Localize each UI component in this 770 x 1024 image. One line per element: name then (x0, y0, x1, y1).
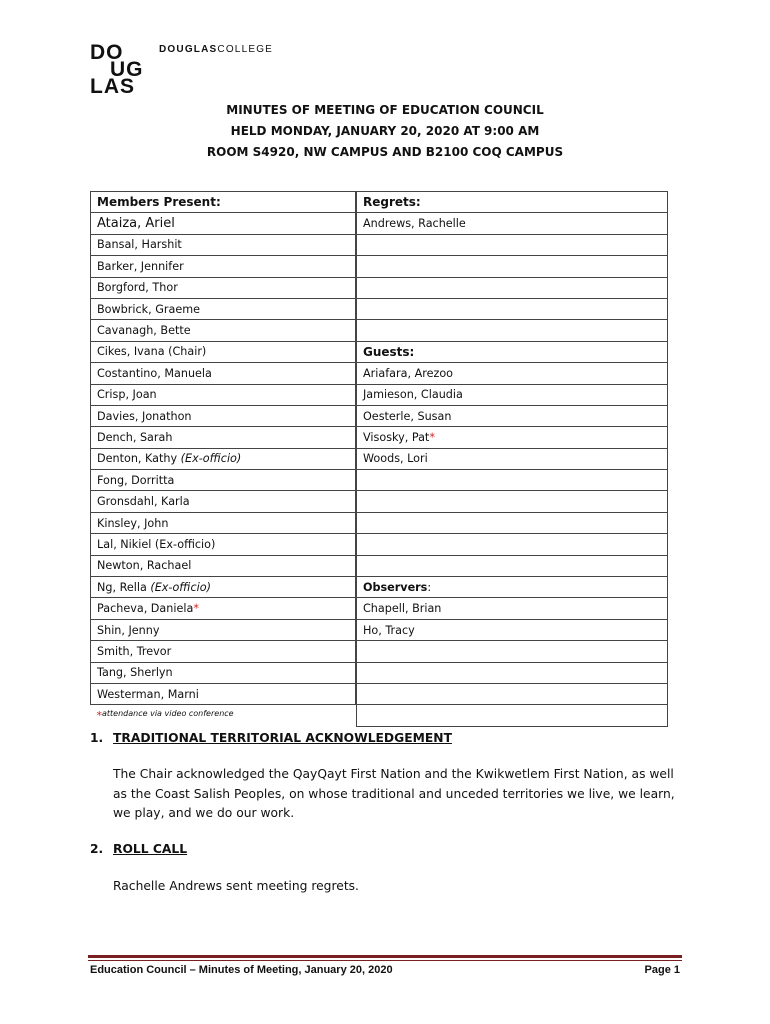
empty-cell (357, 470, 668, 491)
logo-line-2: UG (110, 58, 144, 81)
wordmark-light: COLLEGE (217, 44, 274, 55)
empty-cell (357, 662, 668, 683)
guest-name: Jamieson, Claudia (357, 384, 668, 405)
video-footnote (91, 705, 356, 726)
member-name: Costantino, Manuela (91, 363, 356, 384)
member-name: Pacheva, Daniela (97, 602, 194, 616)
members-present-table (90, 191, 356, 726)
guests-header: Guests: (357, 341, 668, 362)
member-name: Davies, Jonathon (91, 405, 356, 426)
member-name: Bowbrick, Graeme (91, 298, 356, 319)
empty-cell (357, 705, 668, 726)
member-name: Borgford, Thor (91, 277, 356, 298)
regrets-name: Andrews, Rachelle (357, 213, 668, 234)
empty-cell (357, 298, 668, 319)
guest-name: Oesterle, Susan (357, 405, 668, 426)
ex-officio-label: (Ex-officio) (150, 580, 211, 594)
video-asterisk: * (193, 602, 199, 616)
empty-cell (357, 491, 668, 512)
title-line-1: MINUTES OF MEETING OF EDUCATION COUNCIL (226, 103, 544, 117)
document-title (0, 100, 770, 163)
member-name: Shin, Jenny (91, 619, 356, 640)
member-name: Cikes, Ivana (Chair) (91, 341, 356, 362)
member-name-cell (91, 598, 356, 619)
empty-cell (357, 320, 668, 341)
member-name-cell (91, 577, 356, 598)
section-number: 1. (90, 731, 104, 745)
observers-colon: : (427, 580, 432, 594)
regrets-guests-observers-table (356, 191, 668, 727)
video-asterisk: * (429, 430, 435, 444)
member-name: Ataiza, Ariel (91, 213, 356, 234)
ex-officio-label: (Ex-officio) (180, 452, 242, 466)
section-number: 2. (90, 842, 104, 856)
logo-line-1: DO (90, 41, 124, 64)
footnote-text: attendance via video conference (102, 709, 234, 719)
footer-rule-thin (88, 960, 682, 961)
footer-rule (88, 955, 682, 958)
member-name: Smith, Trevor (91, 641, 356, 662)
member-name: Bansal, Harshit (91, 234, 356, 255)
empty-cell (357, 683, 668, 704)
member-name: Denton, Kathy (97, 452, 181, 466)
section-title: ROLL CALL (113, 842, 188, 856)
title-line-2: HELD MONDAY, JANUARY 20, 2020 AT 9:00 AM (230, 124, 540, 138)
member-name: Newton, Rachael (91, 555, 356, 576)
title-line-3: ROOM S4920, NW CAMPUS AND B2100 COQ CAMPUS (206, 145, 564, 159)
guest-name: Ariafara, Arezoo (357, 363, 668, 384)
empty-cell (357, 277, 668, 298)
guest-name: Woods, Lori (357, 448, 668, 469)
college-logo-mark (90, 41, 150, 100)
member-name: Cavanagh, Bette (91, 320, 356, 341)
empty-cell (357, 256, 668, 277)
college-wordmark (159, 44, 273, 55)
empty-cell (357, 555, 668, 576)
regrets-header: Regrets: (357, 192, 668, 213)
member-name: Barker, Jennifer (91, 256, 356, 277)
section-1-heading (90, 731, 452, 745)
member-name-cell (91, 448, 356, 469)
section-title: TRADITIONAL TERRITORIAL ACKNOWLEDGEMENT (113, 731, 452, 745)
empty-cell (357, 641, 668, 662)
section-2-heading (90, 842, 187, 856)
members-header: Members Present: (91, 192, 356, 213)
page-number: Page 1 (644, 964, 680, 976)
section-2-body: Rachelle Andrews sent meeting regrets. (113, 879, 359, 893)
footnote-asterisk: * (96, 709, 102, 723)
observer-name: Ho, Tracy (357, 619, 668, 640)
member-name: Dench, Sarah (91, 427, 356, 448)
empty-cell (357, 534, 668, 555)
guest-name: Visosky, Pat (363, 430, 430, 444)
observer-name: Chapell, Brian (357, 598, 668, 619)
empty-cell (357, 234, 668, 255)
member-name: Lal, Nikiel (Ex-officio) (91, 534, 356, 555)
observers-header-cell (357, 577, 668, 598)
member-name: Westerman, Marni (91, 683, 356, 704)
wordmark-bold: DOUGLAS (159, 44, 218, 55)
member-name: Crisp, Joan (91, 384, 356, 405)
empty-cell (357, 512, 668, 533)
member-name: Tang, Sherlyn (91, 662, 356, 683)
member-name: Ng, Rella (97, 580, 151, 594)
member-name: Fong, Dorritta (91, 470, 356, 491)
logo-line-3: LAS (90, 75, 135, 98)
footer-document-title: Education Council – Minutes of Meeting, January 20, 2020 (90, 964, 393, 976)
member-name: Kinsley, John (91, 512, 356, 533)
observers-header: Observers (363, 580, 428, 594)
member-name: Gronsdahl, Karla (91, 491, 356, 512)
section-1-body: The Chair acknowledged the QayQayt First Nation and the Kwikwetlem First Nation, as well as the Coast Salish Peoples, on whose traditional and unceded territories we live, we learn, we play, and we do our work. (113, 767, 675, 820)
guest-name-cell (357, 427, 668, 448)
